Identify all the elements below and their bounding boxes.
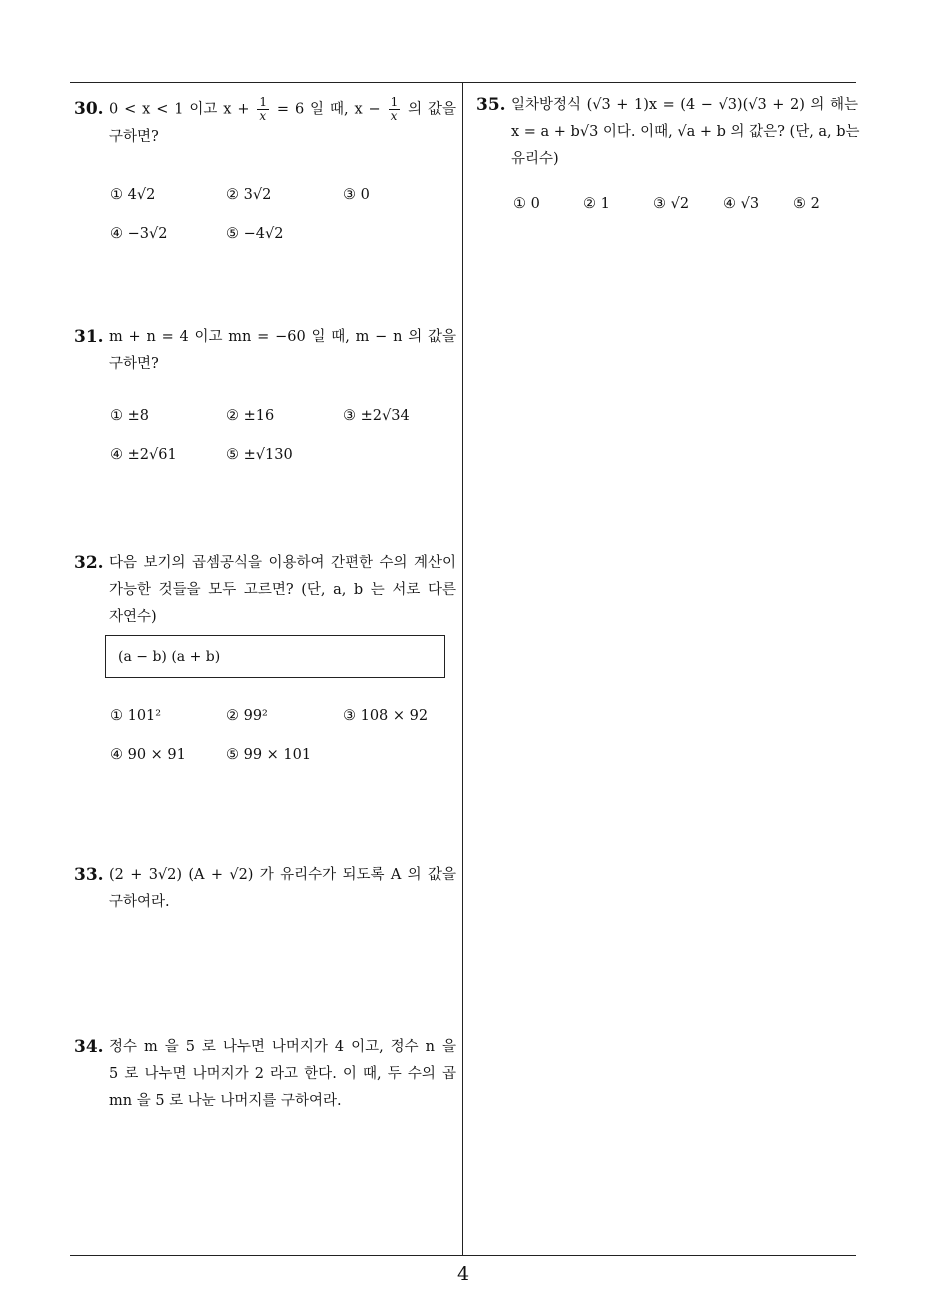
choice-2[interactable]: ② 99² [226,708,268,724]
problem-31-line-1: m + n = 4 이고 mn = −60 일 때, m − n 의 값을 [109,329,456,345]
top-rule [70,82,856,83]
choices-row-1 [74,408,456,434]
choice-1[interactable]: ① ±8 [110,408,149,424]
problem-32-line-1: 다음 보기의 곱셈공식을 이용하여 간편한 수의 계산이 [109,555,456,571]
problem-33-line-2: 구하여라. [109,894,170,910]
problem-32-line-3: 자연수) [109,609,157,625]
choice-2[interactable]: ② 3√2 [226,186,272,203]
problem-number: 35. [476,95,506,115]
column-divider [462,82,463,1256]
bottom-rule [70,1255,856,1256]
problem-number: 32. [74,553,104,573]
choice-3[interactable]: ③ 0 [343,186,370,203]
choice-4[interactable]: ④ 90 × 91 [110,747,186,763]
problem-35-line-1: 일차방정식 (√3 + 1)x = (4 − √3)(√3 + 2) 의 해는 [511,97,858,113]
choice-4[interactable]: ④ −3√2 [110,225,168,242]
problem-number: 33. [74,865,104,885]
choice-5[interactable]: ⑤ 99 × 101 [226,747,312,763]
choice-3[interactable]: ③ 108 × 92 [343,708,429,724]
fraction-1-over-x: $\frac{1}{x}$ [259,95,268,123]
choice-3[interactable]: ③ √2 [653,196,690,212]
problem-34 [74,1034,456,1115]
formula-box: (a − b) (a + b) [105,635,445,678]
choices-row-2 [74,447,456,473]
problem-30 [74,96,456,252]
choices-row-1 [476,196,858,222]
problem-32-line-2: 가능한 것들을 모두 고르면? (단, a, b 는 서로 다른 [109,582,456,598]
choice-4[interactable]: ④ √3 [723,196,760,212]
problem-30-line-1: 0 < x < 1 이고 x + $\frac{1}{x}$ = 6 일 때, x − $\frac{1}{x}$ 의 값을 [109,95,457,123]
page-number: 4 [456,1263,470,1285]
choice-5[interactable]: ⑤ 2 [793,196,820,212]
choices-row-2 [74,747,456,773]
choice-5[interactable]: ⑤ −4√2 [226,225,284,242]
choice-2[interactable]: ② 1 [583,196,610,212]
problem-number: 30. [74,99,104,119]
problem-35 [476,92,858,222]
choice-1[interactable]: ① 4√2 [110,186,156,203]
problem-number: 34. [74,1037,104,1057]
problem-34-line-1: 정수 m 을 5 로 나누면 나머지가 4 이고, 정수 n 을 [109,1039,456,1055]
problem-32 [74,550,456,631]
problem-34-line-2: 5 로 나누면 나머지가 2 라고 한다. 이 때, 두 수의 곱 [109,1066,456,1082]
choices-row-1 [74,187,456,213]
choices-row-1 [74,708,456,734]
choice-1[interactable]: ① 101² [110,708,162,724]
problem-34-line-3: mn 을 5 로 나눈 나머지를 구하여라. [109,1093,342,1109]
choices-row-2 [74,226,456,252]
problem-33-line-1: (2 + 3√2) (A + √2) 가 유리수가 되도록 A 의 값을 [109,867,456,883]
problem-31 [74,324,456,473]
choice-2[interactable]: ② ±16 [226,408,275,424]
problem-35-line-3: 유리수) [511,151,559,167]
problem-31-line-2: 구하면? [109,356,159,372]
problem-30-line-2: 구하면? [109,128,159,145]
choice-1[interactable]: ① 0 [513,196,540,212]
problem-35-line-2: x = a + b√3 이다. 이때, √a + b 의 값은? (단, a, b는 [511,124,860,140]
problem-number: 31. [74,327,104,347]
problem-33 [74,862,456,916]
problem-32-choices [74,708,456,773]
choice-4[interactable]: ④ ±2√61 [110,447,177,463]
choice-3[interactable]: ③ ±2√34 [343,408,410,424]
choice-5[interactable]: ⑤ ±√130 [226,447,293,463]
fraction-1-over-x: $\frac{1}{x}$ [390,95,399,123]
